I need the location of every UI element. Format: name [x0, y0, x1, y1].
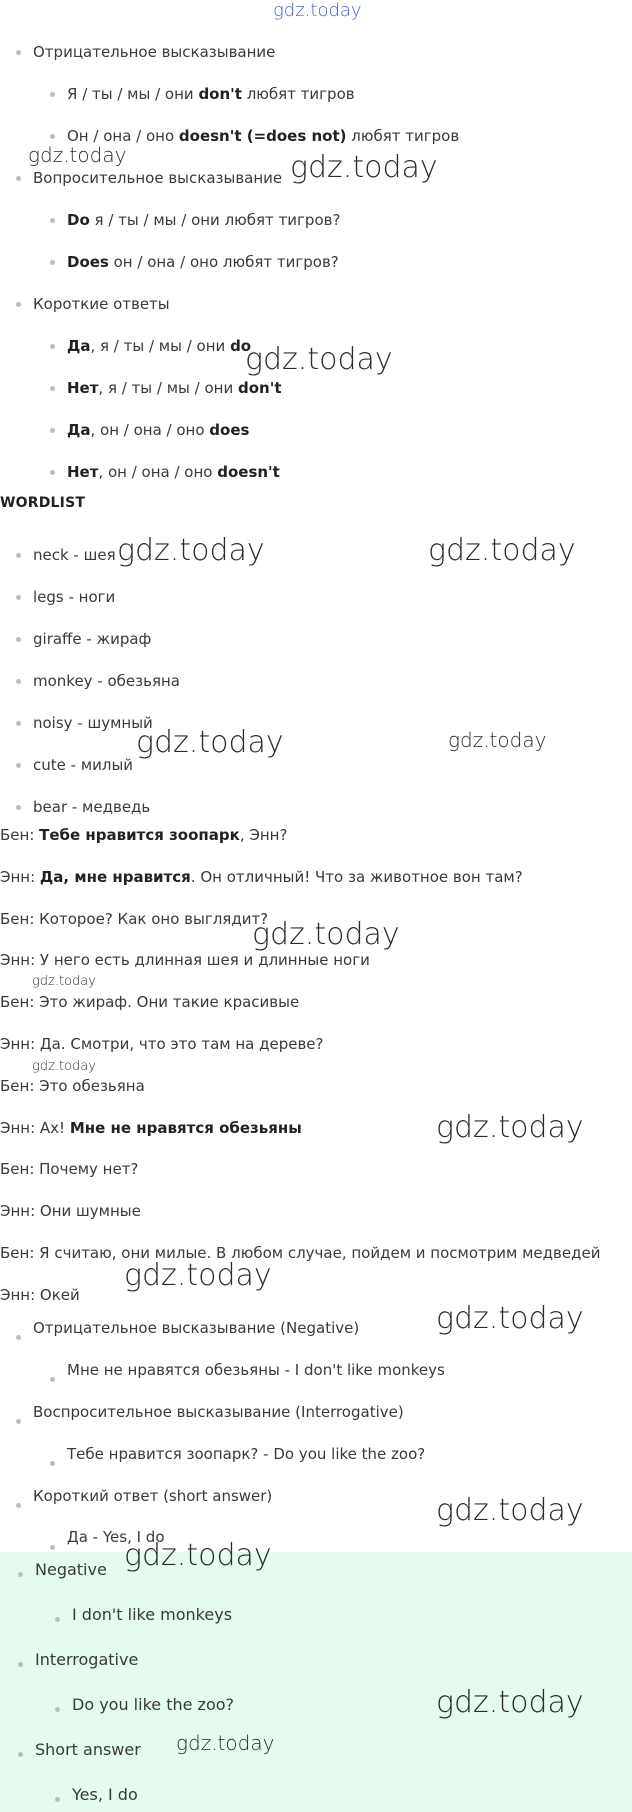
- watermark: gdz.today: [136, 725, 284, 760]
- dialogue-line: Энн: Да. Смотри, что это там на дереве?: [0, 1035, 324, 1053]
- list-item: Воспросительное высказывание (Interrogative): [33, 1403, 404, 1421]
- list-item: Отрицательное высказывание (Negative): [33, 1319, 360, 1337]
- bullet: [16, 805, 21, 810]
- list-item: Короткие ответы: [33, 295, 170, 313]
- wordlist-item: bear - медведь: [33, 798, 151, 816]
- list-item: Короткий ответ (short answer): [33, 1487, 273, 1505]
- bullet: [16, 679, 21, 684]
- watermark: gdz.today: [252, 917, 400, 952]
- watermark-top: gdz.today: [273, 0, 362, 21]
- bullet: [16, 1335, 21, 1340]
- bullet: [50, 218, 55, 223]
- answer-item: Interrogative: [35, 1650, 139, 1669]
- bullet: [55, 1707, 60, 1712]
- watermark: gdz.today: [28, 143, 127, 167]
- bullet: [16, 302, 21, 307]
- dialogue-line: Энн: Они шумные: [0, 1202, 141, 1220]
- bullet: [50, 134, 55, 139]
- list-item: Он / она / оно doesn't (=does not) любят тигров: [67, 127, 460, 145]
- bullet: [50, 92, 55, 97]
- watermark: gdz.today: [124, 1538, 272, 1573]
- bullet: [16, 553, 21, 558]
- watermark: gdz.today: [245, 342, 393, 377]
- watermark: gdz.today: [124, 1258, 272, 1293]
- wordlist-item: legs - ноги: [33, 588, 116, 606]
- bullet: [50, 344, 55, 349]
- dialogue-line: Бен: Я считаю, они милые. В любом случае, пойдем и посмотрим медведей: [0, 1244, 601, 1262]
- bullet: [50, 1377, 55, 1382]
- watermark: gdz.today: [117, 533, 265, 568]
- bullet: [55, 1617, 60, 1622]
- bullet: [50, 386, 55, 391]
- list-item: Да, я / ты / мы / они do: [67, 337, 252, 355]
- watermark: gdz.today: [436, 1301, 584, 1336]
- watermark: gdz.today: [436, 1110, 584, 1145]
- answer-item: Short answer: [35, 1740, 141, 1759]
- bullet: [16, 50, 21, 55]
- watermark: gdz.today: [32, 974, 96, 989]
- answer-panel: [0, 1552, 632, 1812]
- bullet: [16, 721, 21, 726]
- list-item: Мне не нравятся обезьяны - I don't like monkeys: [67, 1361, 445, 1379]
- watermark: gdz.today: [448, 728, 547, 752]
- bullet: [50, 428, 55, 433]
- dialogue-line: Бен: Которое? Как оно выглядит?: [0, 910, 269, 928]
- dialogue-line: Энн: Ах! Мне не нравятся обезьяны: [0, 1119, 302, 1137]
- list-item: Нет, он / она / оно doesn't: [67, 463, 280, 481]
- bullet: [50, 260, 55, 265]
- list-item: Does он / она / оно любят тигров?: [67, 253, 339, 271]
- bullet: [50, 470, 55, 475]
- wordlist-title: WORDLIST: [0, 495, 86, 511]
- list-item: Нет, я / ты / мы / они don't: [67, 379, 282, 397]
- answer-item: Do you like the zoo?: [72, 1695, 235, 1714]
- watermark: gdz.today: [436, 1493, 584, 1528]
- bullet: [50, 1545, 55, 1550]
- list-item: Отрицательное высказывание: [33, 43, 276, 61]
- wordlist-item: cute - милый: [33, 756, 134, 774]
- dialogue-line: Энн: Окей: [0, 1286, 80, 1304]
- bullet: [16, 176, 21, 181]
- list-item: Do я / ты / мы / они любят тигров?: [67, 211, 341, 229]
- bullet: [16, 637, 21, 642]
- dialogue-line: Бен: Тебе нравится зоопарк, Энн?: [0, 826, 288, 844]
- wordlist-item: giraffe - жираф: [33, 630, 152, 648]
- list-item: Да - Yes, I do: [67, 1528, 165, 1546]
- answer-item: Yes, I do: [72, 1785, 138, 1804]
- bullet: [16, 1419, 21, 1424]
- list-item: Я / ты / мы / они don't любят тигров: [67, 85, 355, 103]
- answer-item: I don't like monkeys: [72, 1605, 233, 1624]
- bullet: [16, 1503, 21, 1508]
- bullet: [18, 1572, 23, 1577]
- watermark: gdz.today: [176, 1731, 275, 1755]
- wordlist-item: monkey - обезьяна: [33, 672, 180, 690]
- dialogue-line: Энн: У него есть длинная шея и длинные ноги: [0, 951, 370, 969]
- list-item: Да, он / она / оно does: [67, 421, 250, 439]
- dialogue-line: Бен: Почему нет?: [0, 1160, 139, 1178]
- bullet: [16, 595, 21, 600]
- dialogue-line: Бен: Это жираф. Они такие красивые: [0, 993, 300, 1011]
- bullet: [16, 763, 21, 768]
- bullet: [50, 1461, 55, 1466]
- watermark: gdz.today: [436, 1685, 584, 1720]
- list-item: Тебе нравится зоопарк? - Do you like the zoo?: [67, 1445, 426, 1463]
- list-item: Вопросительное высказывание: [33, 169, 283, 187]
- watermark: gdz.today: [290, 150, 438, 185]
- dialogue-line: Бен: Это обезьяна: [0, 1077, 145, 1095]
- wordlist-item: noisy - шумный: [33, 714, 153, 732]
- dialogue-line: Энн: Да, мне нравится. Он отличный! Что за животное вон там?: [0, 868, 523, 886]
- watermark: gdz.today: [428, 533, 576, 568]
- bullet: [55, 1797, 60, 1802]
- bullet: [18, 1662, 23, 1667]
- answer-item: Negative: [35, 1560, 107, 1579]
- wordlist-item: neck - шея: [33, 546, 116, 564]
- bullet: [18, 1752, 23, 1757]
- watermark: gdz.today: [32, 1059, 96, 1074]
